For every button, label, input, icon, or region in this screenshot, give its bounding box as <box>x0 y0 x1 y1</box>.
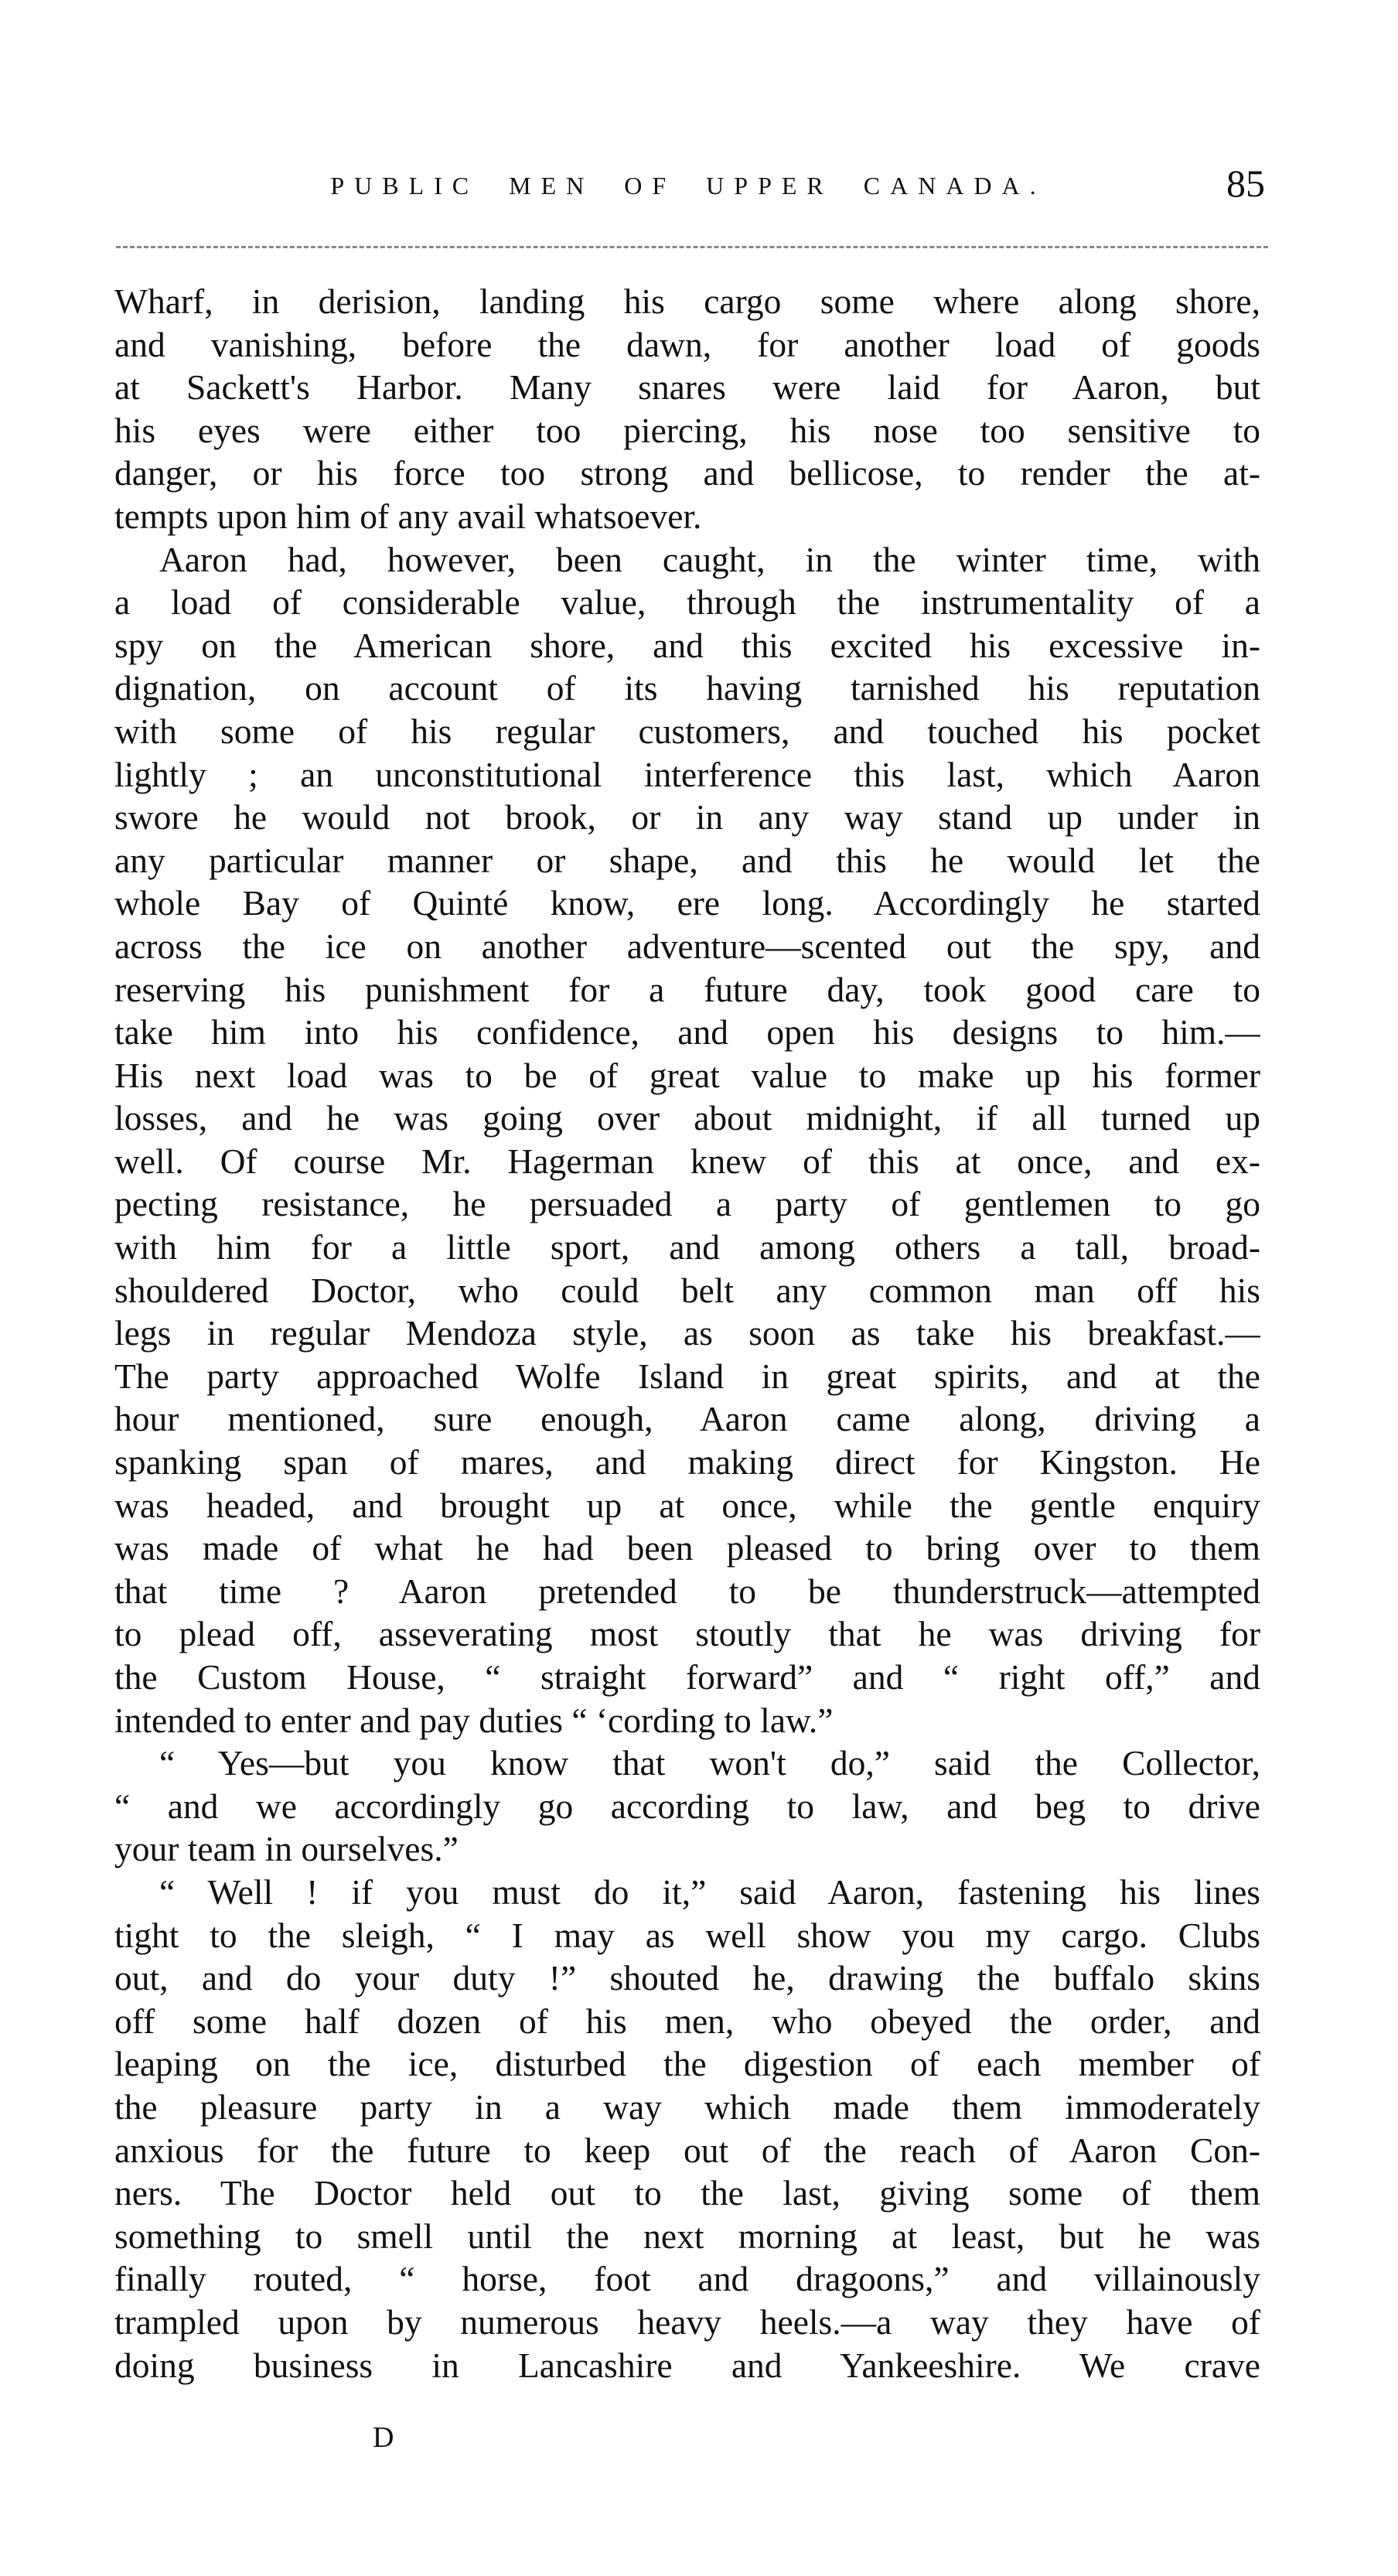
text-line: take him into his confidence, and open his designs to him.— <box>114 1012 1260 1053</box>
text-line: the pleasure party in a way which made them immoderately <box>114 2086 1260 2127</box>
text-line: doing business in Lancashire and Yankeeshire. We crave <box>114 2345 1260 2385</box>
text-line: at Sackett's Harbor. Many snares were laid for Aaron, but <box>114 367 1260 408</box>
text-line: with him for a little sport, and among others a tall, broad- <box>114 1227 1260 1268</box>
text-line: across the ice on another adventure—scented out the spy, and <box>114 926 1260 966</box>
text-line: whole Bay of Quinté know, ere long. Accordingly he started <box>114 883 1260 923</box>
text-line: leaping on the ice, disturbed the digestion of each member of <box>114 2044 1260 2084</box>
text-line: ners. The Doctor held out to the last, giving some of them <box>114 2173 1260 2213</box>
text-line: was headed, and brought up at once, while the gentle enquiry <box>114 1485 1260 1525</box>
text-line: lightly ; an unconstitutional interference this last, which Aaron <box>114 754 1260 794</box>
text-line: with some of his regular customers, and touched his pocket <box>114 711 1260 751</box>
text-line: that time ? Aaron pretended to be thunderstruck—attempted <box>114 1571 1260 1611</box>
text-line: finally routed, “ horse, foot and dragoons,” and villainously <box>114 2259 1260 2299</box>
text-line: danger, or his force too strong and bellicose, to render the at- <box>114 453 1260 493</box>
text-line: to plead off, asseverating most stoutly that he was driving for <box>114 1614 1260 1654</box>
signature-mark: D <box>373 2421 394 2454</box>
text-line: Wharf, in derision, landing his cargo some where along shore, <box>114 281 1260 321</box>
text-line: losses, and he was going over about midnight, if all turned up <box>114 1098 1260 1138</box>
text-line: Aaron had, however, been caught, in the winter time, with <box>159 539 1260 579</box>
page-number: 85 <box>1226 162 1265 205</box>
running-head: PUBLIC MEN OF UPPER CANADA. <box>330 172 1046 200</box>
text-line: “ and we accordingly go according to law, and beg to drive <box>114 1786 1260 1826</box>
text-line: His next load was to be of great value to make up his former <box>114 1055 1260 1095</box>
text-line: spy on the American shore, and this excited his excessive in- <box>114 625 1260 665</box>
text-line: “ Yes—but you know that won't do,” said the Collector, <box>159 1743 1260 1783</box>
body-text <box>114 280 1260 2387</box>
text-line: dignation, on account of its having tarnished his reputation <box>114 668 1260 708</box>
text-line: intended to enter and pay duties “ ‘cording to law.” <box>114 1700 834 1740</box>
text-line: pecting resistance, he persuaded a party of gentlemen to go <box>114 1184 1260 1224</box>
text-line: spanking span of mares, and making direct for Kingston. He <box>114 1442 1260 1482</box>
text-line: tempts upon him of any avail whatsoever. <box>114 496 702 536</box>
text-line: a load of considerable value, through the instrumentality of a <box>114 582 1260 623</box>
text-line: shouldered Doctor, who could belt any common man off his <box>114 1270 1260 1310</box>
text-line: something to smell until the next morning at least, but he was <box>114 2216 1260 2256</box>
text-line: swore he would not brook, or in any way stand up under in <box>114 797 1260 838</box>
text-line: the Custom House, “ straight forward” and “ right off,” and <box>114 1657 1260 1697</box>
text-line: and vanishing, before the dawn, for another load of goods <box>114 324 1260 364</box>
text-line: off some half dozen of his men, who obeyed the order, and <box>114 2001 1260 2041</box>
text-line: “ Well ! if you must do it,” said Aaron, fastening his lines <box>159 1871 1260 1912</box>
text-line: hour mentioned, sure enough, Aaron came along, driving a <box>114 1399 1260 1439</box>
text-line: The party approached Wolfe Island in great spirits, and at the <box>114 1356 1260 1396</box>
text-line: legs in regular Mendoza style, as soon as take his breakfast.— <box>114 1313 1260 1353</box>
text-line: was made of what he had been pleased to bring over to them <box>114 1528 1260 1568</box>
text-line: reserving his punishment for a future day, took good care to <box>114 969 1260 1009</box>
text-line: his eyes were either too piercing, his nose too sensitive to <box>114 410 1260 450</box>
text-line: your team in ourselves.” <box>114 1829 459 1869</box>
text-line: trampled upon by numerous heavy heels.—a way they have of <box>114 2301 1260 2342</box>
text-line: tight to the sleigh, “ I may as well show you my cargo. Clubs <box>114 1915 1260 1955</box>
text-line: any particular manner or shape, and this he would let the <box>114 840 1260 880</box>
text-line: well. Of course Mr. Hagerman knew of this at once, and ex- <box>114 1141 1260 1181</box>
text-line: anxious for the future to keep out of the reach of Aaron Con- <box>114 2130 1260 2170</box>
text-line: out, and do your duty !” shouted he, drawing the buffalo skins <box>114 1958 1260 1998</box>
header-rule <box>116 246 1268 248</box>
